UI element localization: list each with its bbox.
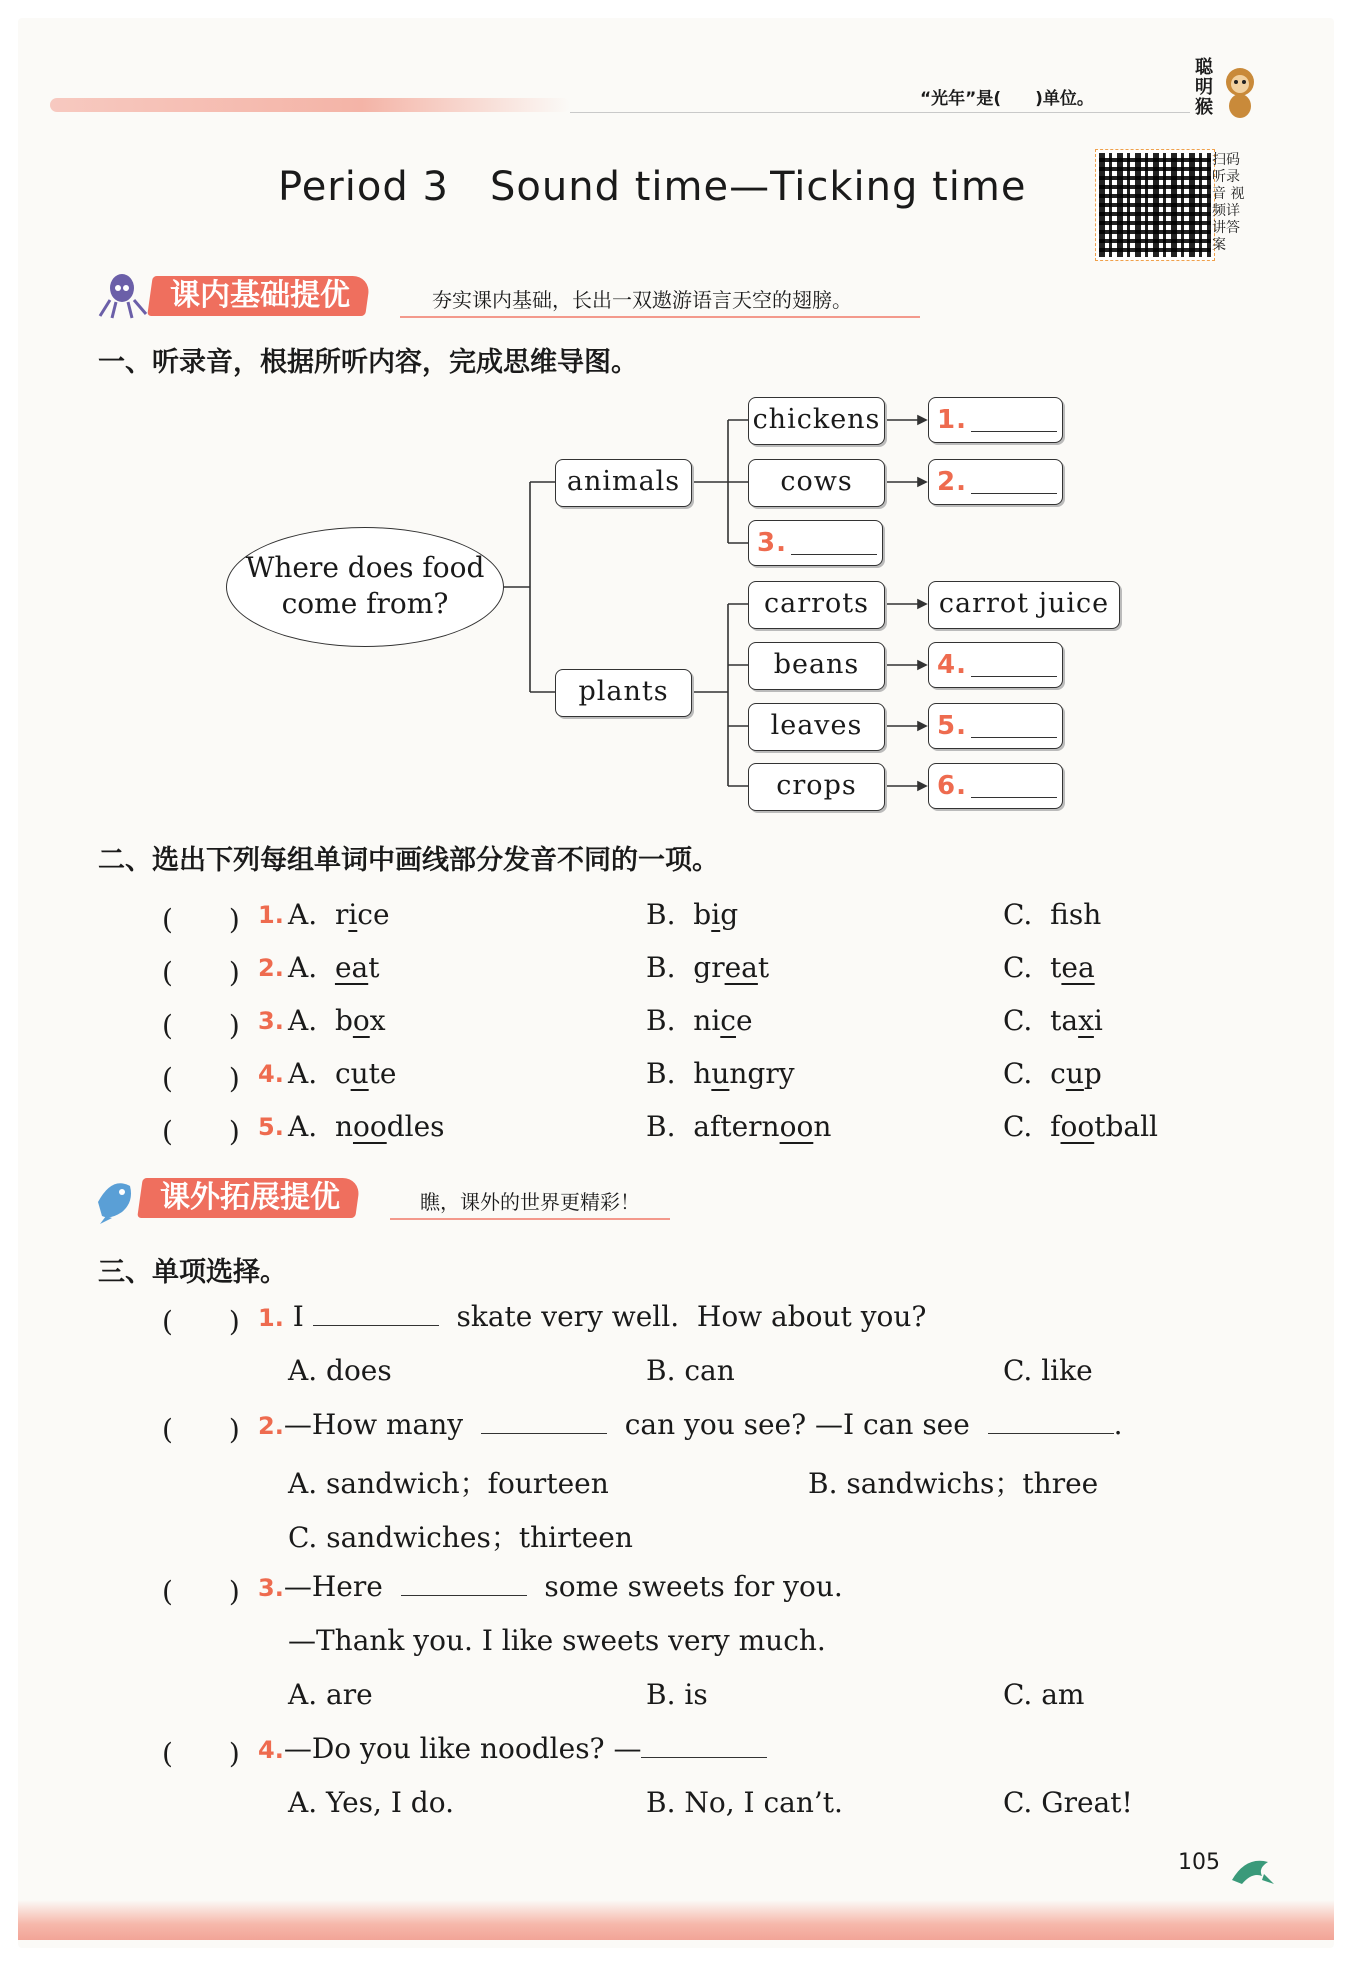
q3-1-option-c[interactable]: C. like [1003,1354,1093,1387]
q2-item-1-option-c[interactable] [1003,898,1101,931]
underlined-letters: u [1065,1057,1084,1090]
q3-item-4-paren[interactable]: ( ) [162,1737,240,1770]
word-part: ce [357,898,390,931]
item-number: 4. [258,1736,284,1764]
q2-item-2-option-a[interactable] [288,951,379,984]
stem-part-a: —How many [283,1408,464,1441]
word-part: t [368,951,380,984]
answer-num-3: 3. [757,528,787,558]
underlined-letters: u [350,1057,369,1090]
word-part: aftern [693,1110,780,1143]
word-part: c [334,1057,351,1090]
answer-box-6[interactable] [928,763,1063,809]
answer-blank[interactable] [481,1411,607,1434]
option-letter: B. [646,951,676,984]
q2-item-1-paren[interactable]: ( ) [162,903,240,936]
word-part: ni [693,1004,721,1037]
option-letter: C. [1003,898,1033,931]
q3-item-1-paren[interactable]: ( ) [162,1305,240,1338]
option-letter: B. [646,1004,676,1037]
word-part: c [1050,1057,1066,1090]
q2-item-4-option-b[interactable] [646,1057,795,1090]
node-crops: crops [748,763,885,811]
q3-3-line2: —Thank you. I like sweets very much. [288,1624,826,1657]
answer-blank-3[interactable] [791,532,877,555]
answer-box-3[interactable] [748,520,883,566]
node-carrot-juice: carrot juice [928,581,1120,629]
word-part: g [720,898,739,931]
underlined-letters: ea [724,951,758,984]
q2-item-4-number: 4. [258,1060,284,1088]
q3-item-4 [258,1732,767,1765]
option-letter: C. [1003,1057,1033,1090]
q3-4-option-a[interactable]: A. Yes, I do. [288,1786,454,1819]
q3-item-2 [258,1408,1123,1441]
word-part: b [693,898,712,931]
word-part: ta [1050,1004,1079,1037]
q2-item-1-number: 1. [258,901,284,929]
q2-item-3-option-a[interactable] [288,1004,386,1037]
q2-item-3-option-c[interactable] [1003,1004,1103,1037]
underlined-letters: i [711,898,721,931]
q3-item-3-paren[interactable]: ( ) [162,1575,240,1608]
q2-item-4-option-c[interactable] [1003,1057,1102,1090]
stem-part-b: some sweets for you. [544,1570,843,1603]
center-line-2: come from? [281,587,449,620]
node-plants: plants [555,669,692,717]
node-chickens: chickens [748,397,885,445]
option-letter: B. [646,1057,676,1090]
word-part: tball [1094,1110,1159,1143]
underlined-letters: oo [352,1110,387,1143]
stem-part-a: I [292,1300,304,1333]
answer-num-5: 5. [937,711,967,741]
option-letter: C. [1003,1004,1033,1037]
answer-box-5[interactable] [928,703,1063,749]
q2-item-2-paren[interactable]: ( ) [162,956,240,989]
dolphin-icon [1228,1850,1276,1890]
q2-item-2-number: 2. [258,954,284,982]
item-number: 3. [258,1574,284,1602]
answer-num-2: 2. [937,467,967,497]
q3-1-option-a[interactable]: A. does [288,1354,392,1387]
option-letter: C. [1003,951,1033,984]
word-part: dles [386,1110,445,1143]
word-part: f [1050,1110,1061,1143]
item-number: 2. [258,1412,284,1440]
word-part: f [1050,898,1069,931]
q3-item-2-paren[interactable]: ( ) [162,1413,240,1446]
option-letter: A. [288,898,318,931]
option-letter: C. [1003,1110,1033,1143]
q2-item-4-option-a[interactable] [288,1057,397,1090]
word-part: t [1050,951,1062,984]
banner-slogan-2: 瞧，课外的世界更精彩！ [420,1190,640,1214]
banner-extension: 课外拓展提优 [137,1178,361,1218]
qr-caption: 扫码听录音 视频详讲答案 [1212,152,1245,253]
answer-num-6: 6. [937,771,967,801]
underlined-letters: ea [1061,951,1095,984]
banner-slogan-1: 夯实课内基础，长出一双遨游语言天空的翅膀。 [432,288,852,312]
word-part: e [735,1004,753,1037]
answer-num-1: 1. [937,405,967,435]
word-part: r [334,898,349,931]
answer-box-1[interactable] [928,397,1063,443]
q2-item-5-option-c[interactable] [1003,1110,1158,1143]
answer-blank-5[interactable] [971,715,1057,738]
q2-item-3-number: 3. [258,1007,284,1035]
underlined-letters: c [720,1004,736,1037]
answer-blank[interactable] [313,1303,439,1326]
q2-item-1-option-a[interactable] [288,898,390,931]
header-note: “光年”是( )单位。 [920,89,1094,109]
q2-item-2-option-c[interactable] [1003,951,1095,984]
underlined-letters: oo [1060,1110,1095,1143]
word-part: h [693,1057,712,1090]
q3-item-1 [258,1300,926,1333]
option-letter: A. [288,1110,318,1143]
answer-box-2[interactable] [928,459,1063,505]
answer-blank-1[interactable] [971,409,1057,432]
word-part: sh [1068,898,1102,931]
center-line-1: Where does food [245,551,485,584]
underlined-letters: x [1078,1004,1094,1037]
word-part: gr [693,951,725,984]
footer-stripe [18,1900,1334,1940]
underlined-letters: u [711,1057,730,1090]
underlined-letters: ea [334,951,369,984]
option-letter: B. [646,1110,676,1143]
q2-item-5-number: 5. [258,1113,284,1141]
node-beans: beans [748,642,885,690]
word-part: te [368,1057,397,1090]
word-part: i [1093,1004,1103,1037]
word-part: n [334,1110,353,1143]
node-leaves: leaves [748,703,885,751]
q3-4-option-c[interactable]: C. Great! [1003,1786,1133,1819]
answer-blank[interactable] [401,1573,527,1596]
node-carrots: carrots [748,581,885,629]
q3-3-option-a[interactable]: A. are [288,1678,373,1711]
answer-blank-4[interactable] [971,654,1057,677]
q3-2-option-c[interactable]: C. sandwiches；thirteen [288,1521,633,1554]
underlined-letters: oo [779,1110,814,1143]
item-number: 1. [258,1304,284,1332]
shark-mascot-icon [92,1172,136,1224]
stem-part-b: skate very well. How about you? [456,1300,927,1333]
q3-3-option-b[interactable]: B. is [646,1678,708,1711]
page-number: 105 [1178,1850,1220,1875]
q3-2-option-b[interactable]: B. sandwichs；three [808,1467,1099,1500]
word-part: b [334,1004,353,1037]
mindmap-center [226,527,504,647]
node-animals: animals [555,459,692,507]
underlined-letters: i [348,898,358,931]
mascot-label: 聪明猴 [1195,57,1213,118]
answer-blank-6[interactable] [971,775,1057,798]
q3-3-option-c[interactable]: C. am [1003,1678,1085,1711]
q2-item-3-option-b[interactable] [646,1004,753,1037]
stem-part-a: —Do you like noodles? — [283,1732,642,1765]
underlined-letters: o [352,1004,370,1037]
q3-4-option-b[interactable]: B. No, I can’t. [646,1786,843,1819]
option-letter: B. [646,898,676,931]
answer-blank-2[interactable] [971,471,1057,494]
answer-box-4[interactable] [928,642,1063,688]
answer-blank-2[interactable] [988,1411,1114,1434]
stem-part-b: can you see? —I can see [624,1408,970,1441]
page-title: Period 3 Sound time—Ticking time [278,164,1027,210]
q2-item-3-paren[interactable]: ( ) [162,1009,240,1042]
answer-num-4: 4. [937,650,967,680]
q2-item-2-option-b[interactable] [646,951,769,984]
option-letter: A. [288,951,318,984]
q3-item-3 [258,1570,843,1603]
stem-part-a: —Here [283,1570,383,1603]
banner-in-class: 课内基础提优 [147,276,371,316]
q2-item-1-option-b[interactable] [646,898,738,931]
question2-heading: 二、选出下列每组单词中画线部分发音不同的一项。 [98,845,719,876]
q2-item-5-paren[interactable]: ( ) [162,1115,240,1148]
question3-heading: 三、单项选择。 [98,1257,287,1288]
option-letter: A. [288,1004,318,1037]
q2-item-5-option-b[interactable] [646,1110,831,1143]
word-part: t [757,951,770,984]
node-cows: cows [748,459,885,507]
word-part: x [369,1004,386,1037]
word-part: n [813,1110,832,1143]
q3-1-option-b[interactable]: B. can [646,1354,735,1387]
stem-part-c: . [1113,1408,1123,1441]
word-part: p [1083,1057,1102,1090]
answer-blank[interactable] [641,1735,767,1758]
q3-2-option-a[interactable]: A. sandwich；fourteen [288,1467,609,1500]
banner-underline-2 [390,1218,670,1220]
word-part: ngry [729,1057,795,1090]
q2-item-5-option-a[interactable] [288,1110,445,1143]
option-letter: A. [288,1057,318,1090]
q2-item-4-paren[interactable]: ( ) [162,1062,240,1095]
question1-heading: 一、听录音，根据所听内容，完成思维导图。 [98,347,638,378]
